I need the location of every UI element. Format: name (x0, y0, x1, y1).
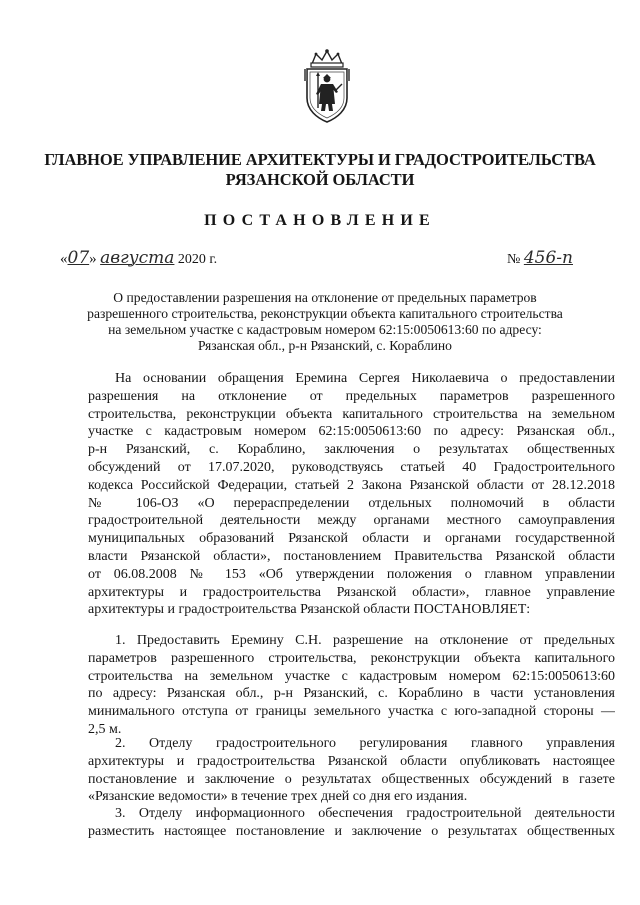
subject-line: разрешенного строительства, реконструкции объекта капитального строительства (87, 306, 563, 321)
text-line: разместить настоящее постановление и заключение о результатах общественных (88, 823, 615, 839)
text-line: обсуждений от 17.07.2020, руководствуясь статьей 40 Градостроительного (88, 459, 615, 475)
item-3-paragraph (88, 805, 615, 841)
text-line: 3. Отделу информационного обеспечения градостроительной деятельности (115, 806, 615, 821)
text-line: На основании обращения Еремина Сергея Николаевича о предоставлении (115, 371, 615, 386)
text-line: параметров разрешенного строительства, реконструкции объекта капитального (88, 650, 615, 666)
text-line: постановление и заключение о результатах общественных обсуждений в газете (88, 771, 615, 787)
subject-line: Рязанская обл., р-н Рязанский, с. Кораблино (198, 338, 452, 353)
text-line: архитектуры и градостроительства Рязанской области опубликовать настоящее (88, 753, 615, 769)
text-line: муниципальных образований Рязанской области и органами государственной (88, 531, 615, 547)
text-line: от 06.08.2008 № 153 «Об утверждении положения о главном управлении (88, 566, 615, 582)
text-line: участке с кадастровым номером 62:15:0050613:60 по адресу: Рязанская обл., (88, 424, 615, 440)
item-2-paragraph (88, 735, 615, 806)
text-line: архитектуры и градостроительства Рязанской области ПОСТАНОВЛЯЕТ: (88, 602, 531, 618)
document-number (507, 248, 594, 268)
text-line: градостроительной деятельности между органами местного самоуправления (88, 513, 615, 529)
text-line: 1. Предоставить Еремину С.Н. разрешение на отклонение от предельных (115, 633, 615, 648)
subject-line: на земельном участке с кадастровым номером 62:15:0050613:60 по адресу: (108, 322, 542, 337)
number-label: № (507, 252, 521, 267)
text-line: № 106-ОЗ «О перераспределении отдельных полномочий в области (88, 495, 615, 511)
item-1-paragraph (88, 632, 615, 739)
text-line: минимального отступа от границы земельного участка с юго-западной стороны — (88, 704, 615, 720)
date-year: 2020 г. (177, 252, 218, 267)
text-line: р-н Рязанский, с. Кораблино, заключения о результатах общественных (88, 442, 615, 458)
date-month: августа (100, 248, 175, 268)
text-line: 2. Отделу градостроительного регулирования главного управления (115, 736, 615, 751)
number-value: 456-п (523, 248, 573, 268)
text-line: строительства, реконструкции объекта капитального строительства на земельном (88, 406, 615, 422)
text-line: архитектуры и градостроительства Рязанской области», главное управление (88, 584, 615, 600)
organization-name-line-1: ГЛАВНОЕ УПРАВЛЕНИЕ АРХИТЕКТУРЫ И ГРАДОСТРОИТЕЛЬСТВА (44, 150, 596, 169)
document-title: ПОСТАНОВЛЕНИЕ (204, 212, 436, 229)
date-close-quote: » (89, 251, 97, 267)
text-line: «Рязанские ведомости» в течение трех дней со дня его издания. (88, 789, 468, 805)
text-line: власти Рязанской области», постановлением Правительства Рязанской области (88, 548, 615, 564)
subject-line: О предоставлении разрешения на отклонение от предельных параметров (113, 290, 537, 305)
text-line: разрешения на отклонение от предельных параметров разрешенного (88, 388, 615, 404)
text-line: кодекса Российской Федерации, статьей 2 Закона Рязанской области от 28.12.2018 (88, 477, 615, 493)
preamble-paragraph (88, 370, 615, 619)
text-line: 2,5 м. (88, 721, 122, 737)
text-line: строительства на земельном участке с кадастровым номером 62:15:0050613:60 (88, 668, 615, 684)
document-date (60, 248, 217, 272)
date-day: 07 (67, 248, 90, 268)
ryazan-coat-of-arms-icon (296, 48, 358, 124)
date-open-quote: « (60, 251, 68, 267)
organization-name-line-2: РЯЗАНСКОЙ ОБЛАСТИ (225, 170, 415, 189)
text-line: по адресу: Рязанская обл., р-н Рязанский, с. Кораблино в части установления (88, 686, 615, 702)
document-subject (70, 290, 580, 354)
